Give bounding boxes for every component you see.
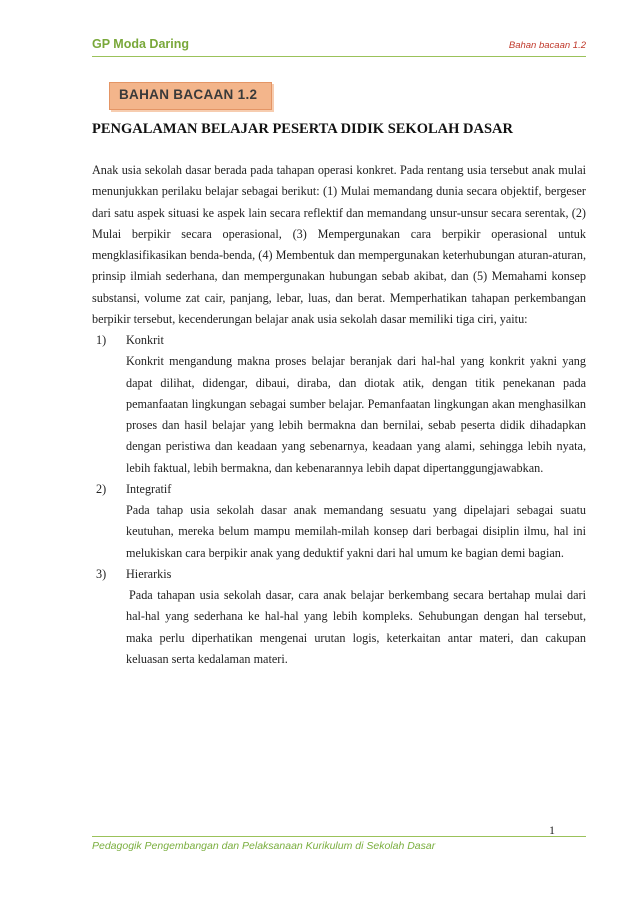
list-item-heading: Hierarkis [126,566,172,581]
intro-paragraph: Anak usia sekolah dasar berada pada tahapan operasi konkret. Pada rentang usia tersebut anak mulai menunjukkan perilaku belajar sebagai berikut: (1) Mulai memandang dunia secara objektif, bergeser dari satu aspek situasi ke aspek lain secara reflektif dan memandang unsur-unsur secara serentak, (2) Mulai berpikir secara operasional, (3) Mempergunakan cara berpikir operasional untuk mengklasifikasikan benda-benda, (4) Membentuk dan mempergunakan keterhubungan aturan-aturan, prinsip ilmiah sederhana, dan mempergunakan hubungan sebab akibat, dan (5) Memahami konsep substansi, volume zat cair, panjang, lebar, luas, dan berat. Memperhatikan tahapan perkembangan berpikir tersebut, kecenderungan belajar anak usia sekolah dasar memiliki tiga ciri, yaitu: [92,163,586,326]
section-badge [109,82,272,110]
header-divider [92,56,586,57]
list-item-heading: Integratif [126,481,172,496]
list-item [92,479,586,564]
list-item [92,330,586,479]
page-number: 1 [549,823,555,837]
footer-text: Pedagogik Pengembangan dan Pelaksanaan Kurikulum di Sekolah Dasar [92,840,436,852]
header-subtitle: Bahan bacaan 1.2 [508,40,586,51]
section-badge-label: BAHAN BACAAN 1.2 [119,87,258,102]
body-content [92,160,586,670]
list-item-number: 1) [96,333,107,347]
list-item-number: 2) [96,481,107,496]
characteristics-list [92,330,586,670]
header-title: GP Moda Daring [92,37,190,51]
list-item-number: 3) [96,566,107,581]
list-item-body: Konkrit mengandung makna proses belajar beranjak dari hal-hal yang konkrit yakni yang dapat dilihat, didengar, dibaui, diraba, dan diotak atik, dengan titik penekanan pada pemanfaatan lingkungan sebagai sumber belajar. Pemanfaatan lingkungan akan menghasilkan proses dan hasil belajar yang lebih bermakna dan bernilai, sebab peserta didik dihadapkan dengan peristiwa dan keadaan yang sebenarnya, keadaan yang alami, sehingga lebih nyata, lebih faktual, lebih bermakna, dan kebenarannya lebih dapat dipertanggungjawabkan. [126,354,586,475]
list-item-heading: Konkrit [126,333,164,347]
page-title: PENGALAMAN BELAJAR PESERTA DIDIK SEKOLAH DASAR [92,121,513,137]
footer-divider [92,836,586,837]
list-item-body: Pada tahapan usia sekolah dasar, cara anak belajar berkembang secara bertahap mulai dari hal-hal yang sederhana ke hal-hal yang lebih kompleks. Sehubungan dengan hal tersebut, maka perlu diperhatikan mengenai urutan logis, keterkaitan antar materi, dan cakupan keluasan serta kedalaman materi. [126,588,586,666]
list-item-body: Pada tahap usia sekolah dasar anak memandang sesuatu yang dipelajari sebagai suatu keutuhan, mereka belum mampu memilah-milah konsep dari berbagai disiplin ilmu, hal ini melukiskan cara berpikir anak yang deduktif yakni dari hal umum ke bagian demi bagian. [126,503,586,560]
list-item [92,564,586,670]
